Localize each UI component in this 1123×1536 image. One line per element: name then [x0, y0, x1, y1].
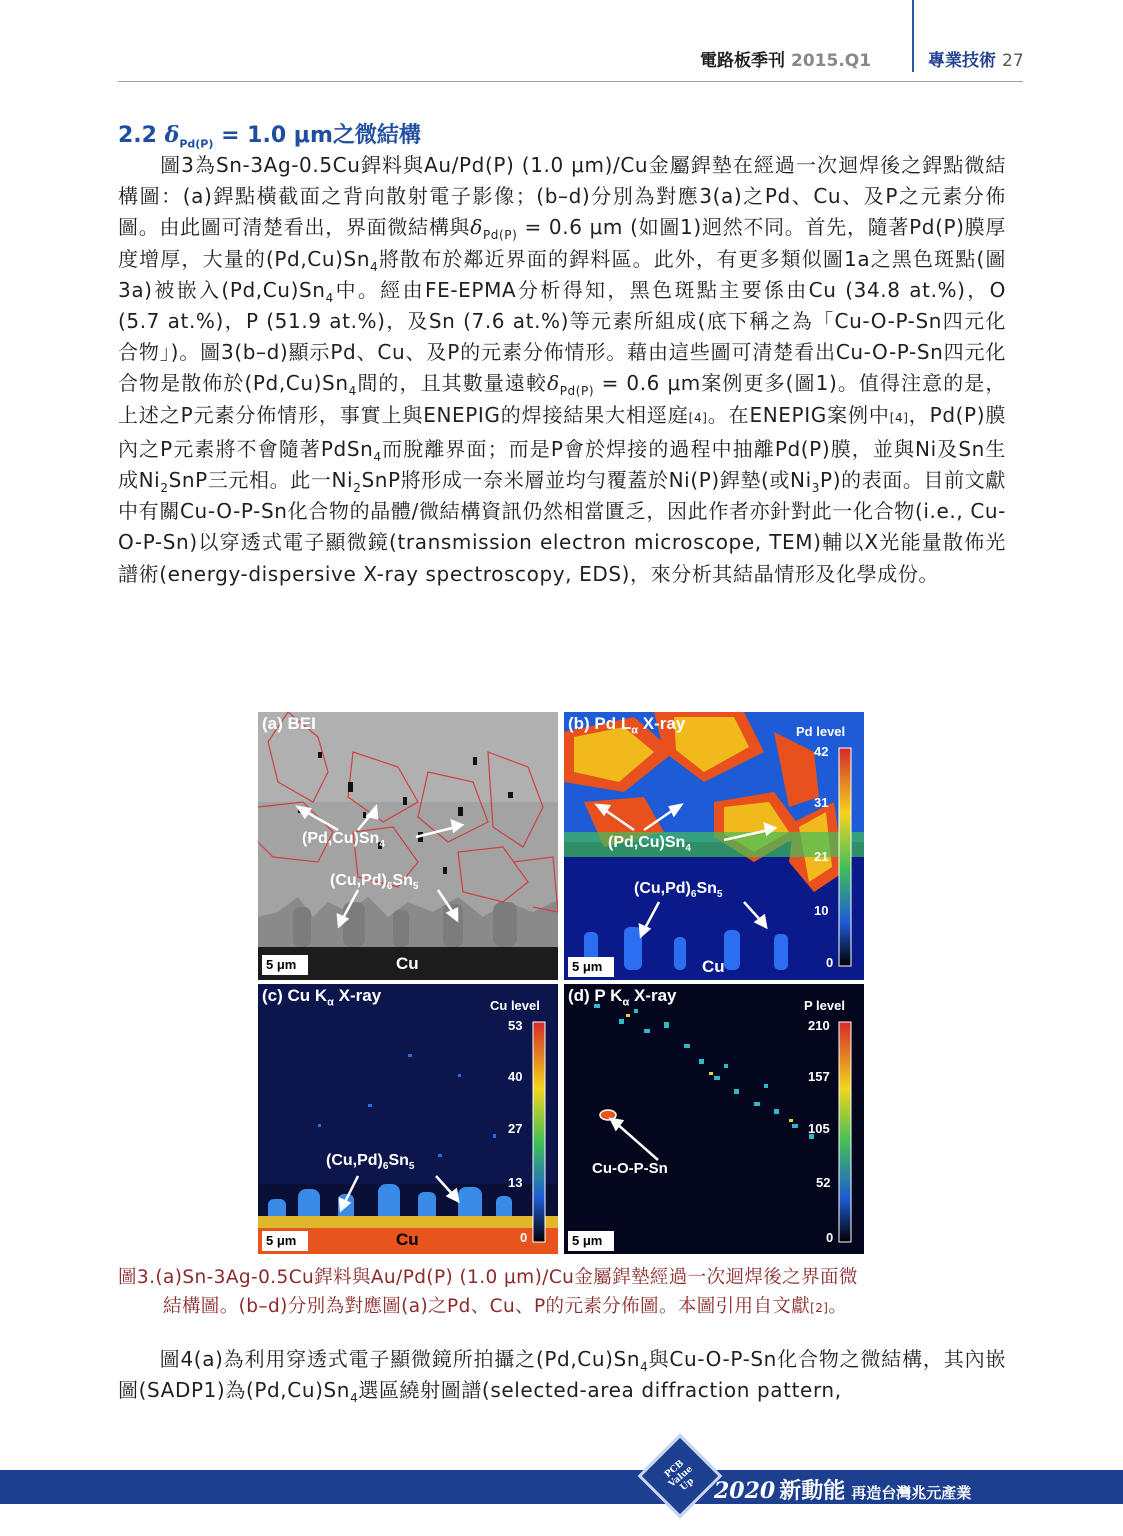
- issue-label: 2015.Q1: [791, 51, 872, 71]
- panel-a-title: (a) BEI: [262, 714, 316, 733]
- badge-text: PCB Value Up: [663, 1458, 697, 1494]
- header-rule: [118, 81, 1023, 82]
- panel-d-label-compound: Cu-O-P-Sn: [592, 1160, 668, 1177]
- panel-c-label-cupd6sn5: $(Cu,Pd)_6Sn_5$: [326, 1152, 415, 1173]
- panel-c-level-tick: 13: [508, 1175, 523, 1190]
- panel-b-substrate-label: Cu: [702, 957, 725, 976]
- body-paragraph-2: 圖4(a)為利用穿透式電子顯微鏡所拍攝之$(Pd,Cu)Sn_4$與Cu-O-P-Sn化合物之微結構，其內嵌圖(SADP1)為$(Pd,Cu)Sn_4$選區繞射圖譜(selected-area diffraction pattern,: [118, 1347, 1006, 1406]
- panel-d-level-title: P level: [804, 998, 845, 1013]
- publication-title: 電路板季刊 2015.Q1: [700, 51, 872, 71]
- figure-panel-c-cu-map: [258, 984, 558, 1254]
- panel-b-level-tick: 10: [814, 903, 829, 918]
- panel-a-label-cupd6sn5: $(Cu,Pd)_6Sn_5$: [330, 872, 419, 893]
- panel-a-substrate-label: Cu: [396, 954, 419, 973]
- panel-b-title: (b) Pd $L_\alpha$ X-ray: [568, 714, 686, 737]
- body-paragraph-1: 圖3為Sn-3Ag-0.5Cu銲料與Au/Pd(P) (1.0 μm)/Cu金屬銲墊在經過一次迴焊後之銲點微結構圖：(a)銲點橫截面之背向散射電子影像；(b–d)分別為對應3(a)之Pd、Cu、及P之元素分佈圖。由此圖可清楚看出，界面微結構與$\delta_{Pd(P)} = 0.6$ μm (如圖1)迥然不同。首先，隨著Pd(P)膜厚度增厚，大量的$(Pd,Cu)Sn_4$將散布於鄰近界面的銲料區。此外，有更多類似圖1a之黑色斑點(圖3a)被嵌入$(Pd,Cu)Sn_4$中。經由FE-EPMA分析得知，黑色斑點主要係由Cu (34.8 at.%)，O (5.7 at.%)，P (51.9 at.%)，及Sn (7.6 at.%)等元素所組成(底下稱之為「Cu-O-P-Sn四元化合物」)。圖3(b–d)顯示Pd、Cu、及P的元素分佈情形。藉由這些圖可清楚看出Cu-O-P-Sn四元化合物是散佈於$(Pd,Cu)Sn_4$間的，且其數量遠較$\delta_{Pd(P)} = 0.6$ μm案例更多(圖1)。值得注意的是，上述之P元素分佈情形，事實上與ENEPIG的焊接結果大相逕庭[4]。在ENEPIG案例中[4]，Pd(P)膜內之P元素將不會隨著PdSn$_4$而脫離界面；而是P會於焊接的過程中抽離Pd(P)膜，並與Ni及Sn生成$Ni_2SnP$三元相。此一$Ni_2SnP$將形成一奈米層並均勻覆蓋於Ni(P)銲墊(或$Ni_3P$)的表面。目前文獻中有關Cu-O-P-Sn化合物的晶體/微結構資訊仍然相當匱乏，因此作者亦針對此一化合物(i.e., Cu-O-P-Sn)以穿透式電子顯微鏡(transmission electron microscope, TEM)輔以X光能量散佈光譜術(energy-dispersive X-ray spectroscopy, EDS)，來分析其結晶情形及化學成份。: [118, 153, 1007, 586]
- panel-c-level-tick: 53: [508, 1018, 523, 1033]
- footer-slogan: 2020 新動能 再造台灣兆元產業: [714, 1478, 972, 1504]
- panel-b-level-tick: 21: [814, 849, 829, 864]
- panel-d-level-tick: 157: [808, 1069, 830, 1084]
- panel-d-title: (d) P $K_\alpha$ X-ray: [568, 986, 677, 1009]
- panel-a-label-pdcusn4: $(Pd,Cu)Sn_4$: [302, 830, 385, 851]
- panel-d-level-tick: 52: [816, 1175, 831, 1190]
- panel-d-level-tick: 210: [808, 1018, 830, 1033]
- panel-c-level-tick: 40: [508, 1069, 523, 1084]
- panel-c-level-tick: 0: [520, 1230, 528, 1245]
- panel-b-level-tick: 42: [814, 744, 829, 759]
- panel-c-title: (c) Cu $K_\alpha$ X-ray: [262, 986, 382, 1009]
- figure-caption: [118, 1263, 1006, 1323]
- figure-panel-b-pd-map: [564, 712, 864, 980]
- header-divider: [912, 0, 914, 72]
- panel-d-level-tick: 0: [826, 1230, 834, 1245]
- panel-b-label-cupd6sn5: $(Cu,Pd)_6Sn_5$: [634, 880, 723, 901]
- section-label: 專業技術 27: [928, 51, 1024, 71]
- section-heading: 2.2 $\delta_{Pd(P)} = 1.0$ μm之微結構: [118, 122, 421, 151]
- figure-panel-d-p-map: [564, 984, 864, 1254]
- caption-line-1: 圖3.(a)Sn-3Ag-0.5Cu銲料與Au/Pd(P) (1.0 μm)/Cu金屬銲墊經過一次迴焊後之界面微: [118, 1267, 858, 1288]
- panel-b-label-pdcusn4: $(Pd,Cu)Sn_4$: [608, 834, 691, 855]
- panel-c-scale-bar: 5 μm: [266, 1233, 297, 1248]
- panel-a-scale-bar: 5 μm: [266, 957, 297, 972]
- panel-d-scale-bar: 5 μm: [572, 1233, 603, 1248]
- caption-line-2: 結構圖。(b–d)分別為對應圖(a)之Pd、Cu、P的元素分佈圖。本圖引用自文獻[2]。: [163, 1296, 848, 1317]
- page-number: 27: [1002, 51, 1024, 71]
- panel-c-substrate-label: Cu: [396, 1230, 419, 1249]
- panel-b-level-tick: 31: [814, 795, 829, 810]
- panel-d-level-tick: 105: [808, 1121, 830, 1136]
- panel-b-scale-bar: 5 μm: [572, 959, 603, 974]
- panel-c-level-tick: 27: [508, 1121, 523, 1136]
- panel-c-level-title: Cu level: [490, 998, 540, 1013]
- figure-panel-a-bei: [258, 712, 558, 980]
- panel-b-level-title: Pd level: [796, 724, 846, 739]
- panel-b-level-tick: 0: [826, 955, 834, 970]
